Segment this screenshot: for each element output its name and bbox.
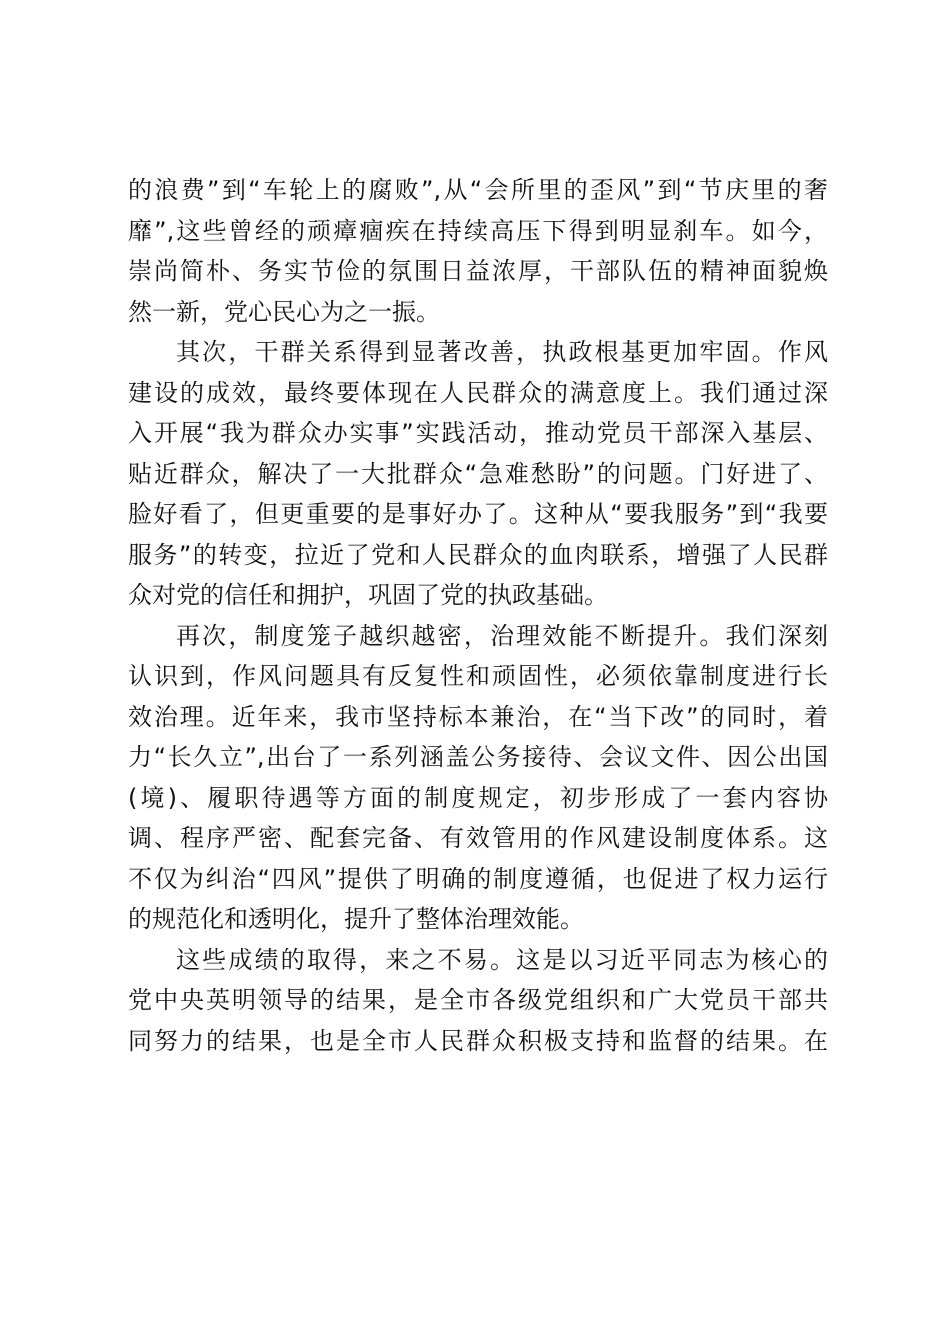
text-line: 贴近群众，解决了一大批群众“急难愁盼”的问题。门好进了、 — [128, 459, 828, 488]
document-page — [128, 170, 828, 1061]
text-line: 靡”,这些曾经的顽瘴痼疾在持续高压下得到明显刹车。如今， — [128, 216, 828, 245]
paragraph-institutional-system — [128, 616, 828, 940]
text-line: 调、程序严密、配套完备、有效管用的作风建设制度体系。这 — [128, 824, 828, 852]
text-line: 效治理。近年来，我市坚持标本兼治，在“当下改”的同时，着 — [128, 702, 828, 731]
text-line: 党中央英明领导的结果，是全市各级党组织和广大党员干部共 — [128, 986, 828, 1014]
text-line: 入开展“我为群众办实事”实践活动，推动党员干部深入基层、 — [128, 419, 828, 447]
text-line: 同努力的结果，也是全市人民群众积极支持和监督的结果。在 — [128, 1026, 828, 1055]
text-line: 建设的成效，最终要体现在人民群众的满意度上。我们通过深 — [128, 378, 828, 407]
text-line: 脸好看了，但更重要的是事好办了。这种从“要我服务”到“我要 — [128, 500, 828, 528]
text-line: (境)、履职待遇等方面的制度规定，初步形成了一套内容协 — [128, 783, 828, 812]
paragraph-achievements — [128, 940, 828, 1062]
text-line: 的规范化和透明化，提升了整体治理效能。 — [128, 905, 584, 933]
text-line: 崇尚简朴、务实节俭的氛围日益浓厚，干部队伍的精神面貌焕 — [128, 257, 828, 285]
text-line: 其次，干群关系得到显著改善，执政根基更加牢固。作风 — [176, 338, 828, 366]
text-line: 不仅为纠治“四风”提供了明确的制度遵循，也促进了权力运行 — [128, 864, 828, 893]
text-line: 服务”的转变，拉近了党和人民群众的血肉联系，增强了人民群 — [128, 540, 828, 569]
text-line: 力“长久立”,出台了一系列涵盖公务接待、会议文件、因公出国 — [128, 743, 828, 771]
text-line: 然一新，党心民心为之一振。 — [128, 297, 440, 326]
text-line: 这些成绩的取得，来之不易。这是以习近平同志为核心的 — [176, 945, 828, 974]
text-line: 众对党的信任和拥护，巩固了党的执政基础。 — [128, 581, 608, 609]
text-line: 认识到，作风问题具有反复性和顽固性，必须依靠制度进行长 — [128, 662, 828, 690]
paragraph-cadre-relations — [128, 332, 828, 616]
text-line: 的浪费”到“车轮上的腐败”,从“会所里的歪风”到“节庆里的奢 — [128, 176, 828, 204]
text-line: 再次，制度笼子越织越密，治理效能不断提升。我们深刻 — [176, 621, 828, 650]
paragraph-continuation — [128, 170, 828, 332]
